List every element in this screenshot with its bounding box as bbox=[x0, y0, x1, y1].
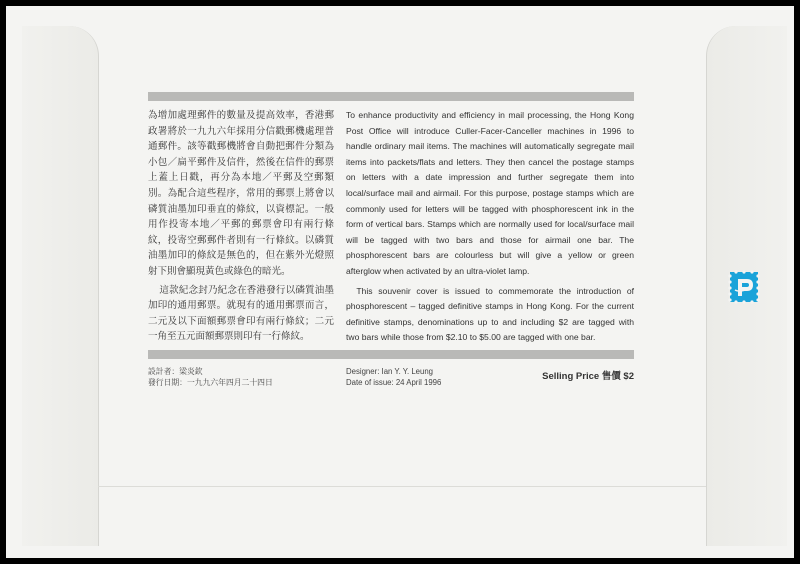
hongkong-post-logo-icon bbox=[728, 270, 762, 304]
designer-en: Designer: Ian Y. Y. Leung bbox=[346, 367, 433, 376]
chinese-paragraph-2: 這款紀念封乃紀念在香港發行以磷質油墨加印的通用郵票。就現有的通用郵票而言，二元及以下面額郵票會印有兩行條紋；二元一角至五元面額郵票則印有一行條紋。 bbox=[148, 284, 334, 343]
chinese-paragraph-1: 為增加處理郵件的數量及提高效率，香港郵政署將於一九九六年採用分信戳郵機處理普通郵件。該等戳郵機將會自動把郵件分類為小包／扁平郵件及信件，然後在信件的郵票上蓋上日戳，再分為本地／平郵及空郵類別。為配合這些程序，常用的郵票上將會以磷質油墨加印垂直的條紋，以資標記。一般用作投寄本地／平郵的郵票會印有兩行條紋，投寄空郵郵件者則有一行條紋。以磷質油墨加印的條紋是無色的，但在紫外光燈照射下則會顯現黃色或綠色的暗光。 bbox=[148, 110, 334, 277]
english-credits bbox=[346, 366, 506, 388]
top-divider-bar bbox=[148, 92, 634, 101]
issue-date-en: Date of issue: 24 April 1996 bbox=[346, 378, 442, 387]
chinese-description bbox=[148, 108, 334, 348]
issue-date-zh: 發行日期：一九九六年四月二十四日 bbox=[148, 378, 273, 387]
chinese-credits bbox=[148, 366, 338, 388]
left-flap bbox=[22, 26, 99, 546]
bottom-divider-bar bbox=[148, 350, 634, 359]
selling-price: Selling Price 售價 $2 bbox=[542, 371, 634, 382]
english-description bbox=[346, 108, 634, 346]
english-paragraph-2: This souvenir cover is issued to commemorate the introduction of phosphorescent – tagged definitive stamps in Hong Kong. For the current definitive stamps, denominations up to and including $2 are tagged with two bars while those from $2.10 to $5.00 are tagged with one bar. bbox=[346, 285, 634, 343]
english-paragraph-1: To enhance productivity and efficiency in mail processing, the Hong Kong Post Office will introduce Culler-Facer-Canceller machines in 1996 to handle ordinary mail items. The machines will automatically segregate mail items into packets/flats and letters. They then cancel the postage stamps on letters with a date impression and further segregate them into local/surface mail and airmail. For this purpose, postage stamps which are commonly used for letters will be tagged with phosphorescent ink in the form of vertical bars. Stamps which are normally used for local/surface mail will be tagged with two bars and those for airmail one bar. The phosphorescent bars are colourless but will give a yellow or green afterglow when activated by an ultra-violet lamp. bbox=[346, 110, 634, 276]
designer-zh: 設計者：梁炎欽 bbox=[148, 367, 203, 376]
bottom-flap bbox=[98, 486, 706, 547]
